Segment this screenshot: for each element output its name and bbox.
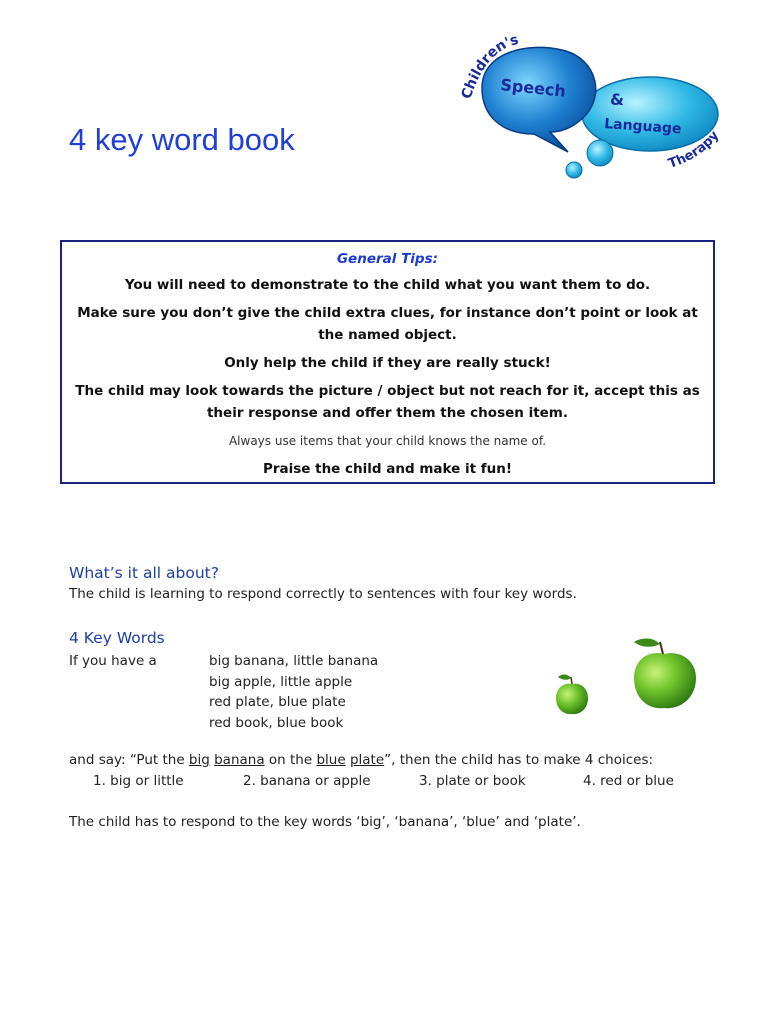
logo-arc-text: Children's xyxy=(458,31,521,102)
choice-item: 4. red or blue xyxy=(583,773,674,789)
key-word-pair: red book, blue book xyxy=(209,714,344,731)
choice-item: 1. big or little xyxy=(93,773,184,789)
sentence-line: and say: “Put the big banana on the blue plate”, then the child has to make 4 choices: xyxy=(69,752,654,768)
general-tips-box xyxy=(60,240,715,484)
dark-bubble xyxy=(482,47,596,152)
page-title: 4 key word book xyxy=(69,122,295,157)
about-heading: What’s it all about? xyxy=(69,564,219,582)
logo-amp-text: & xyxy=(610,90,624,109)
key-word-blue: blue xyxy=(316,752,346,768)
small-apple-icon xyxy=(556,675,588,715)
key-word-pair: big apple, little apple xyxy=(209,673,353,690)
tip-line: Only help the child if they are really stuck! xyxy=(224,355,551,371)
tip-line: Praise the child and make it fun! xyxy=(262,461,513,477)
small-bubble xyxy=(587,140,613,166)
tip-line: Make sure you don’t give the child extra clues, for instance don’t point or look at the named object. xyxy=(77,305,698,343)
key-words-heading: 4 Key Words xyxy=(69,629,165,647)
logo-therapy-text: Therapy xyxy=(666,128,723,172)
choice-item: 2. banana or apple xyxy=(243,773,371,789)
logo-language-text: Language xyxy=(603,116,682,138)
key-word-big: big xyxy=(188,752,210,768)
key-word-pair: red plate, blue plate xyxy=(209,694,346,710)
apples-image xyxy=(548,630,708,720)
key-word-pair: big banana, little banana xyxy=(209,653,379,669)
tiny-bubble xyxy=(566,162,582,178)
tip-line: You will need to demonstrate to the child what you want them to do. xyxy=(124,277,651,293)
key-word-plate: plate xyxy=(349,752,385,768)
big-apple-icon xyxy=(634,639,696,709)
conclusion-text: The child has to respond to the key words ‘big’, ‘banana’, ‘blue’ and ‘plate’. xyxy=(69,814,581,830)
choice-item: 3. plate or book xyxy=(419,773,526,789)
key-word-banana: banana xyxy=(214,752,265,768)
tip-line: The child may look towards the picture / object but not reach for it, accept this as their response and offer them the chosen item. xyxy=(75,383,700,421)
about-text: The child is learning to respond correctly to sentences with four key words. xyxy=(69,586,577,602)
tip-line: Always use items that your child knows the name of. xyxy=(228,434,547,448)
key-words-lead: If you have a xyxy=(69,653,157,669)
logo-speech-text: Speech xyxy=(499,75,567,101)
tips-heading: General Tips: xyxy=(336,251,439,267)
speech-therapy-logo xyxy=(450,30,750,190)
